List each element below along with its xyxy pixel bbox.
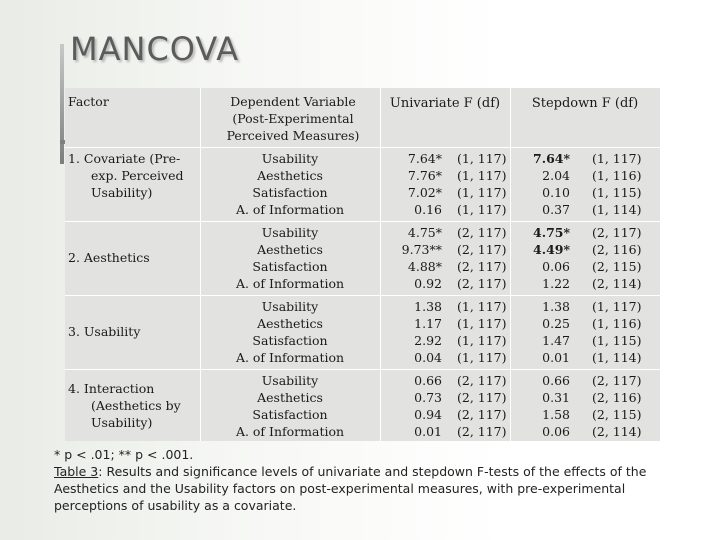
stepdown-df: (2, 115) (592, 259, 642, 274)
table-header-row (65, 88, 660, 148)
stepdown-f: 1.47 (542, 333, 570, 348)
stepdown-f-values (510, 296, 570, 366)
dependent-variable: Aesthetics (257, 242, 323, 257)
stepdown-df: (1, 114) (592, 202, 642, 217)
stepdown-f: 0.06 (542, 259, 570, 274)
stepdown-f: 0.01 (542, 350, 570, 365)
significance-note: * p < .01; ** p < .001. (54, 447, 194, 462)
table-footnote (54, 446, 664, 514)
univariate-df: (2, 117) (457, 225, 507, 240)
stepdown-df: (1, 116) (592, 168, 642, 183)
stepdown-cell (510, 296, 660, 369)
univariate-f: 4.75* (407, 225, 442, 240)
table-caption (54, 463, 664, 514)
stepdown-f: 0.31 (542, 390, 570, 405)
stepdown-df-values (592, 296, 642, 366)
stepdown-df: (1, 115) (592, 185, 642, 200)
stepdown-f-values (510, 222, 570, 292)
univariate-cell (380, 296, 510, 369)
stepdown-f: 0.37 (542, 202, 570, 217)
dependent-variable: A. of Information (235, 350, 345, 365)
dependent-variable: Satisfaction (252, 185, 328, 200)
dependent-variable: Usability (261, 225, 319, 240)
univariate-cell (380, 370, 510, 441)
stepdown-f: 1.38 (542, 299, 570, 314)
dependent-variable: Satisfaction (252, 407, 328, 422)
column-divider (200, 88, 201, 441)
stepdown-df: (2, 116) (592, 242, 642, 257)
stepdown-df: (2, 117) (592, 373, 642, 388)
stepdown-cell (510, 222, 660, 295)
dependent-variables (200, 370, 380, 441)
univariate-df: (1, 117) (457, 151, 507, 166)
stepdown-df: (1, 117) (592, 299, 642, 314)
univariate-f: 0.92 (414, 276, 442, 291)
univariate-f: 0.73 (414, 390, 442, 405)
univariate-df: (2, 117) (457, 390, 507, 405)
header-factor: Factor (68, 94, 109, 109)
dependent-variable: Usability (261, 151, 319, 166)
dependent-variable: Aesthetics (257, 316, 323, 331)
univariate-df: (2, 117) (457, 407, 507, 422)
stepdown-f: 4.49* (533, 242, 570, 257)
stepdown-df: (1, 117) (592, 151, 642, 166)
univariate-df: (1, 117) (457, 168, 507, 183)
header-stepdown: Stepdown F (df) (531, 96, 639, 111)
dependent-variable: Satisfaction (252, 333, 328, 348)
univariate-f: 1.17 (414, 316, 442, 331)
table-label: Table 3 (54, 464, 99, 479)
caption-text: : Results and significance levels of univariate and stepdown F-tests of the effects of the Aesthetics and the Usability factors on post-experimental measures, with pre-experimental perceptions of usability as a covariate. (54, 464, 647, 513)
stepdown-f-values (510, 370, 570, 440)
univariate-df: (2, 117) (457, 424, 507, 439)
univariate-f: 7.76* (407, 168, 442, 183)
stepdown-df: (2, 114) (592, 276, 642, 291)
univariate-df: (2, 117) (457, 259, 507, 274)
dependent-variable: A. of Information (235, 202, 345, 217)
stepdown-f: 0.10 (542, 185, 570, 200)
univariate-f: 0.01 (414, 424, 442, 439)
univariate-f-values (380, 370, 442, 440)
header-dependent-variable: Dependent Variable (Post-Experimental Perceived Measures) (226, 94, 360, 143)
stepdown-cell (510, 370, 660, 441)
table-row (65, 296, 660, 370)
table-row (65, 222, 660, 296)
univariate-f-values (380, 296, 442, 366)
column-divider (380, 88, 381, 441)
column-divider (510, 88, 511, 441)
factor-label: 1. Covariate (Pre-exp. Perceived Usability) (68, 151, 184, 200)
univariate-f: 4.88* (407, 259, 442, 274)
dependent-variable: Usability (261, 299, 319, 314)
univariate-df: (1, 117) (457, 185, 507, 200)
univariate-f: 7.02* (407, 185, 442, 200)
univariate-df: (2, 117) (457, 276, 507, 291)
univariate-df: (1, 117) (457, 350, 507, 365)
results-table (65, 88, 660, 441)
stepdown-f: 0.06 (542, 424, 570, 439)
dependent-variable: A. of Information (235, 424, 345, 439)
dependent-variable: Aesthetics (257, 390, 323, 405)
univariate-df-values (457, 148, 507, 218)
univariate-df: (1, 117) (457, 316, 507, 331)
stepdown-df: (2, 117) (592, 225, 642, 240)
stepdown-f: 2.04 (542, 168, 570, 183)
univariate-df: (2, 117) (457, 242, 507, 257)
stepdown-f: 1.58 (542, 407, 570, 422)
table-row (65, 370, 660, 441)
univariate-f: 0.66 (414, 373, 442, 388)
stepdown-df-values (592, 370, 642, 440)
stepdown-f: 1.22 (542, 276, 570, 291)
univariate-cell (380, 148, 510, 221)
slide-title: MANCOVA (70, 30, 240, 68)
dependent-variable: Aesthetics (257, 168, 323, 183)
factor-label: 2. Aesthetics (68, 250, 150, 265)
factor-label: 4. Interaction (Aesthetics by Usability) (68, 381, 181, 430)
univariate-df: (2, 117) (457, 373, 507, 388)
decorative-vertical-line (60, 44, 64, 164)
stepdown-df: (2, 116) (592, 390, 642, 405)
univariate-f: 0.16 (414, 202, 442, 217)
univariate-df: (1, 117) (457, 202, 507, 217)
univariate-df-values (457, 370, 507, 440)
stepdown-df: (1, 115) (592, 333, 642, 348)
dependent-variable: Usability (261, 373, 319, 388)
univariate-f: 0.94 (414, 407, 442, 422)
univariate-f-values (380, 148, 442, 218)
univariate-df-values (457, 296, 507, 366)
stepdown-df: (2, 114) (592, 424, 642, 439)
dependent-variable: Satisfaction (252, 259, 328, 274)
univariate-df: (1, 117) (457, 299, 507, 314)
univariate-f: 1.38 (414, 299, 442, 314)
stepdown-df-values (592, 222, 642, 292)
dependent-variables (200, 222, 380, 295)
univariate-f: 2.92 (414, 333, 442, 348)
dependent-variable: A. of Information (235, 276, 345, 291)
univariate-f: 9.73** (401, 242, 442, 257)
univariate-f-values (380, 222, 442, 292)
stepdown-cell (510, 148, 660, 221)
stepdown-df: (1, 116) (592, 316, 642, 331)
dependent-variables (200, 296, 380, 369)
stepdown-f: 0.25 (542, 316, 570, 331)
univariate-df: (1, 117) (457, 333, 507, 348)
univariate-f: 0.04 (414, 350, 442, 365)
header-univariate: Univariate F (df) (389, 96, 501, 111)
stepdown-df: (1, 114) (592, 350, 642, 365)
dependent-variables (200, 148, 380, 221)
stepdown-f: 4.75* (533, 225, 570, 240)
stepdown-f-values (510, 148, 570, 218)
factor-label: 3. Usability (68, 324, 141, 339)
stepdown-f: 0.66 (542, 373, 570, 388)
stepdown-df: (2, 115) (592, 407, 642, 422)
stepdown-df-values (592, 148, 642, 218)
table-row (65, 148, 660, 222)
univariate-f: 7.64* (407, 151, 442, 166)
univariate-cell (380, 222, 510, 295)
stepdown-f: 7.64* (533, 151, 570, 166)
univariate-df-values (457, 222, 507, 292)
